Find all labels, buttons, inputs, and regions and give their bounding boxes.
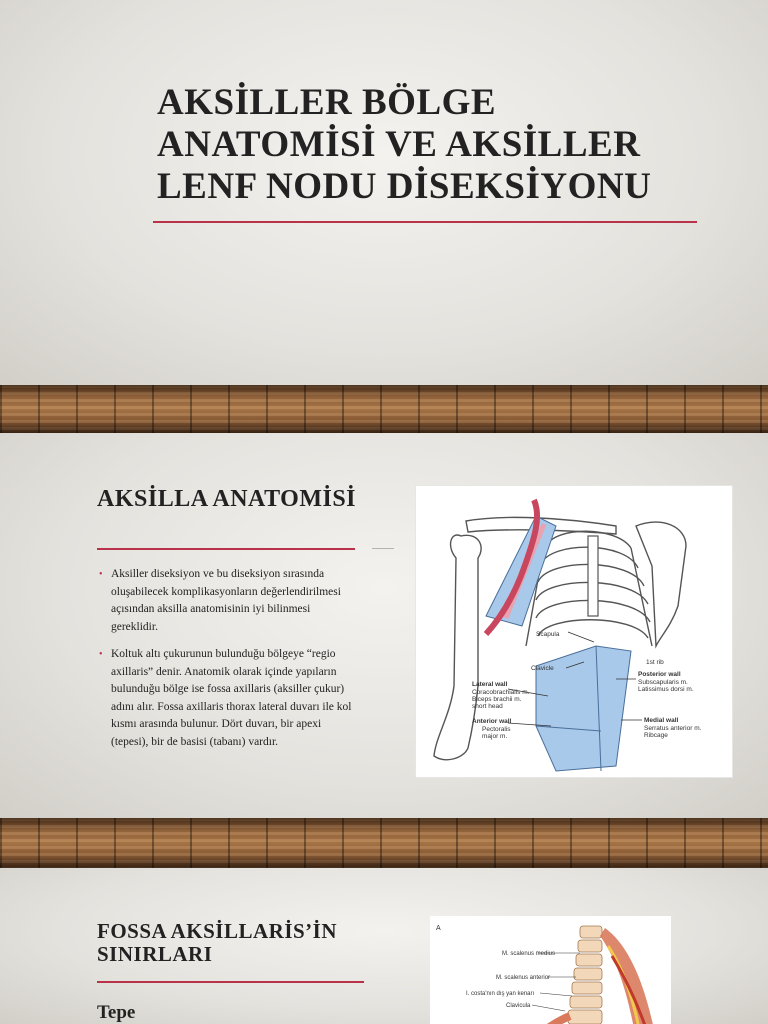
title-divider-thin (372, 548, 394, 549)
slide-title: FOSSA AKSİLLARİS’İN SINIRLARI (97, 919, 337, 966)
label-scapula: Scapula (536, 631, 560, 638)
label-lateral-wall-sub: Biceps brachii m. (472, 696, 522, 703)
title-divider (153, 221, 697, 223)
label-anterior-wall-sub: major m. (482, 733, 508, 740)
label-scalenus-medius: M. scalenus medius (502, 951, 556, 957)
anatomy-slide (0, 433, 768, 818)
label-clavicle: Clavicle (531, 665, 554, 672)
label-first-rib: 1st rib (646, 659, 664, 666)
label-lateral-wall-sub: short head (472, 703, 503, 710)
axilla-diagram (416, 486, 734, 779)
label-lateral-wall-sub: Coracobrachialis m. (472, 689, 530, 696)
label-posterior-wall-sub: Latissimus dorsi m. (638, 686, 694, 693)
label-clavicula: Clavicula (506, 1003, 531, 1009)
bullet-item: • Koltuk altı çukurunun bulunduğu bölgeye “regio axillaris” denir. Anatomik olarak içinde yapıların bulunduğu bölge ise fossa axillaris (aksiller çukur) adını alır. Fossa axillaris thorax lateral duvarı ile kol kısmı arasında bulunur. Dört duvarı, bir apexi (tepesi), bir de basisi (tabanı) vardır. (97, 646, 357, 751)
label-medial-wall-sub: Serratus anterior m. (644, 725, 702, 732)
label-medial-wall: Medial wall (644, 717, 679, 724)
neck-diagram (430, 916, 671, 1024)
label-medial-wall-sub: Ribcage (644, 732, 668, 739)
bullet-list (97, 566, 357, 761)
panel-letter: A (436, 925, 441, 932)
label-posterior-wall: Posterior wall (638, 671, 681, 678)
label-lateral-wall: Lateral wall (472, 681, 508, 688)
slide-title: AKSİLLA ANATOMİSİ (97, 486, 357, 512)
borders-slide (0, 868, 768, 1024)
title-divider (97, 548, 355, 550)
axilla-walls-illustration (415, 485, 733, 778)
slide-subheading: Tepe (97, 1002, 136, 1023)
slide-title: AKSİLLER BÖLGE ANATOMİSİ VE AKSİLLER LENF NODU DİSEKSİYONU (157, 82, 652, 207)
label-scalenus-anterior: M. scalenus anterior (496, 975, 551, 981)
label-posterior-wall-sub: Subscapularis m. (638, 679, 688, 686)
title-slide (0, 0, 768, 385)
wood-floor-divider (0, 385, 768, 433)
wood-floor-divider (0, 818, 768, 868)
title-divider (97, 981, 364, 983)
label-anterior-wall-sub: Pectoralis (482, 726, 511, 733)
label-costa: I. costa'nın dış yan kenarı (466, 991, 535, 997)
label-anterior-wall: Anterior wall (472, 718, 512, 725)
neck-anatomy-illustration (430, 916, 671, 1024)
bullet-item: • Aksiller diseksiyon ve bu diseksiyon sırasında oluşabilecek komplikasyonların değerlendirilmesi açısından aksilla anatomisinin iyi bilinmesi gereklidir. (97, 566, 357, 636)
